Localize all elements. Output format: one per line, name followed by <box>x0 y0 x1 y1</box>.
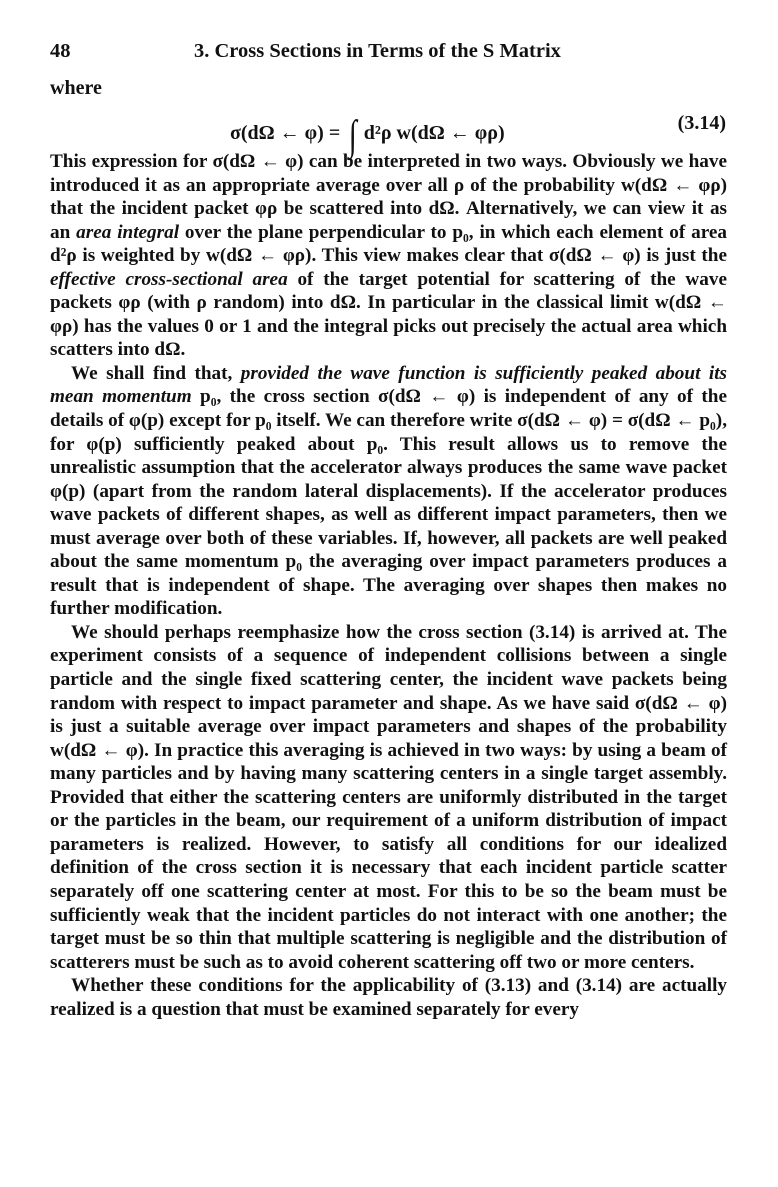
paragraph-4: Whether these conditions for the applicability of (3.13) and (3.14) are actually realized is a question that must be examined separately for every <box>50 975 727 1020</box>
equation-number: (3.14) <box>677 112 726 134</box>
equation-lhs: σ(dΩ ← φ) = <box>230 122 341 144</box>
paragraph-1: This expression for σ(dΩ ← φ) can be interpreted in two ways. Obviously we have introduced it as an appropriate average over all ρ of the probability w(dΩ ← φρ) that the incident packet φρ be scattered into dΩ. Alternatively, we can view it as an area integral over the plane perpendicular to p₀, in which each element of area d²ρ is weighted by w(dΩ ← φρ). This view makes clear that σ(dΩ ← φ) is just the effective cross-sectional area of the target potential for scattering of the wave packets φρ (with ρ random) into dΩ. In particular in the classical limit w(dΩ ← φρ) has the values 0 or 1 and the integral picks out precisely the actual area which scatters into dΩ. <box>50 151 727 361</box>
body-text <box>50 150 727 1021</box>
paragraph-2: We shall find that, provided the wave function is sufficiently peaked about its mean momentum p₀, the cross section σ(dΩ ← φ) is independent of any of the details of φ(p) except for p₀ itself. We can therefore write σ(dΩ ← φ) = σ(dΩ ← p₀), for φ(p) sufficiently peaked about p₀. This result allows us to remove the unrealistic assumption that the accelerator always produces the same wave packet φ(p) (apart from the random lateral displacements). If the accelerator produces wave packets of different shapes, as well as different impact parameters, then we must average over both of these variables. If, however, all packets are well peaked about the same momentum p₀ the averaging over impact parameters produces a result that is independent of shape. The averaging over shapes then makes no further modification. <box>50 362 727 620</box>
page-number: 48 <box>50 40 71 62</box>
running-head-title: 3. Cross Sections in Terms of the S Matrix <box>194 40 561 62</box>
running-header <box>50 40 730 72</box>
where-label: where <box>50 77 102 99</box>
paragraph-3: We should perhaps reemphasize how the cross section (3.14) is arrived at. The experiment consists of a sequence of independent collisions between a single particle and the single fixed scattering center, the incident wave packets being random with respect to impact parameter and shape. As we have said σ(dΩ ← φ) is just a suitable average over impact parameters and shapes of the probability w(dΩ ← φ). In practice this averaging is achieved in two ways: by using a beam of many particles and by having many scattering centers in a single target assembly. Provided that either the scattering centers are uniformly distributed in the target or the particles in the beam, our requirement of a uniform distribution of impact parameters is realized. However, to satisfy all conditions for our idealized definition of the cross section it is necessary that each incident particle scatter separately off one scattering center at most. For this to be so the beam must be sufficiently weak that the incident particles do not interact with one another; the target must be so thin that multiple scattering is negligible and the distribution of scatterers must be such as to avoid coherent scattering off two or more centers. <box>50 621 727 973</box>
equation-rhs: d²ρ w(dΩ ← φρ) <box>363 122 505 144</box>
display-equation <box>0 102 778 159</box>
integral-sign: ∫ <box>348 113 358 159</box>
